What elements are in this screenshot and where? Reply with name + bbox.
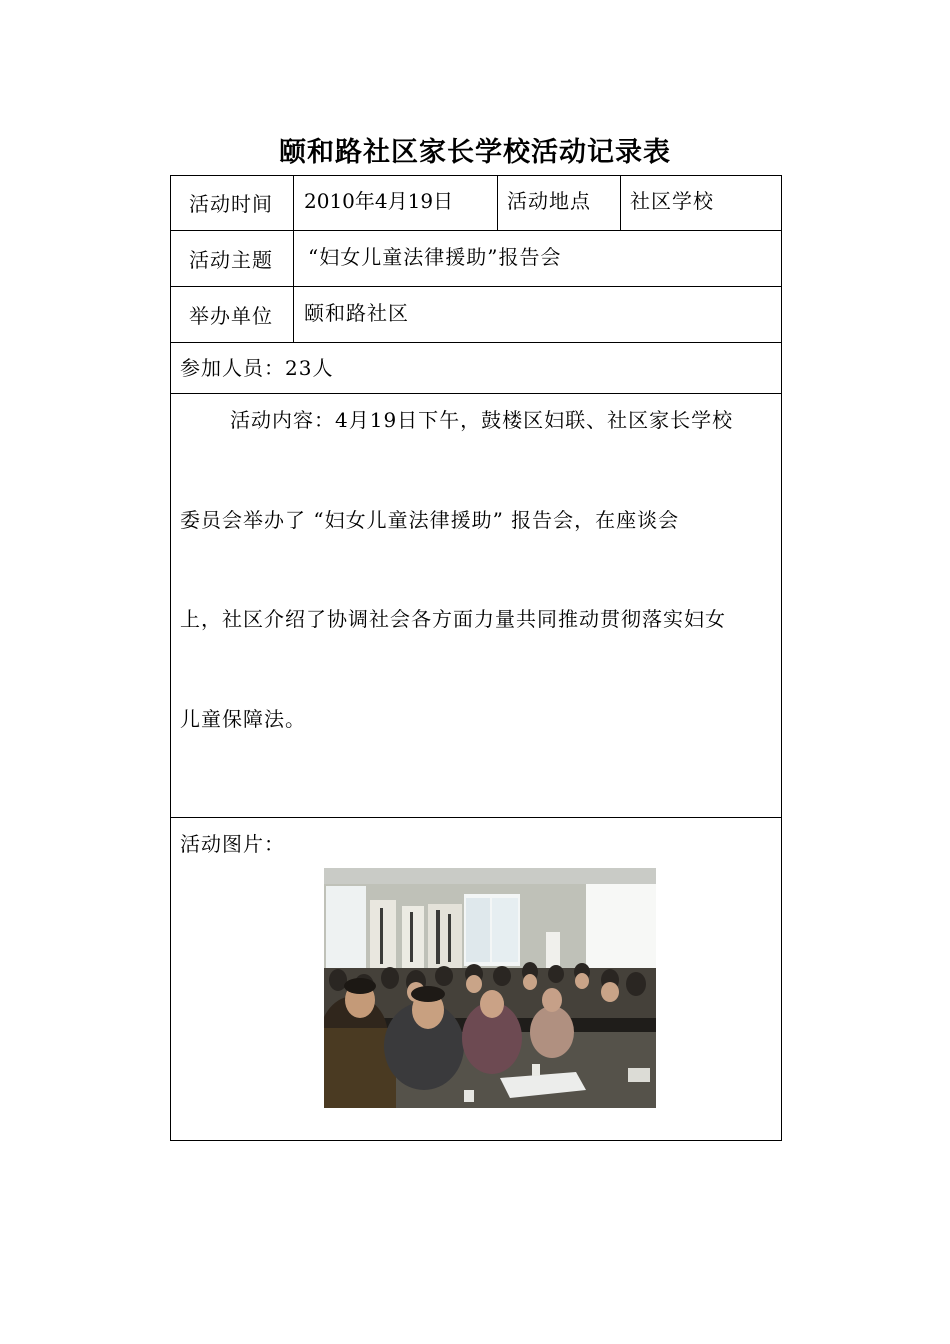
column-divider: [497, 175, 498, 230]
activity-photo: [324, 868, 656, 1108]
participants-text: 参加人员：23人: [180, 356, 334, 380]
content-line: 儿童保障法。: [180, 707, 306, 731]
photo-label: 活动图片：: [180, 832, 285, 856]
host-label: 举办单位: [189, 304, 273, 328]
theme-label: 活动主题: [189, 248, 273, 272]
column-divider: [620, 175, 621, 230]
document-title: 颐和路社区家长学校活动记录表: [279, 137, 671, 168]
time-value: 2010年4月19日: [304, 189, 454, 213]
row-divider: [170, 230, 782, 231]
place-value: 社区学校: [630, 189, 714, 213]
row-divider: [170, 393, 782, 394]
row-divider: [170, 817, 782, 818]
row-divider: [170, 286, 782, 287]
place-label: 活动地点: [507, 189, 591, 213]
column-divider: [293, 175, 294, 342]
content-line: 活动内容：4月19日下午，鼓楼区妇联、社区家长学校: [230, 408, 734, 432]
time-label: 活动时间: [189, 192, 273, 216]
host-value: 颐和路社区: [304, 301, 409, 325]
content-line: 委员会举办了 “妇女儿童法律援助” 报告会，在座谈会: [180, 508, 680, 532]
theme-value: “妇女儿童法律援助”报告会: [308, 245, 562, 269]
row-divider: [170, 342, 782, 343]
content-line: 上，社区介绍了协调社会各方面力量共同推动贯彻落实妇女: [180, 607, 726, 631]
